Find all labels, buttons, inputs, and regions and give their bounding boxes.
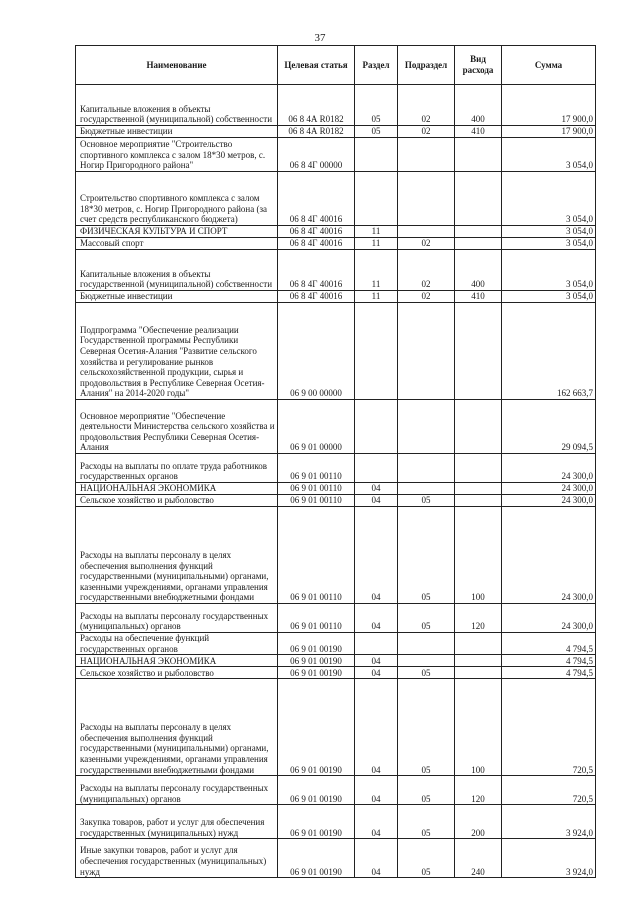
cell-sum: 29 094,5 (502, 400, 596, 454)
cell-subsection: 02 (398, 126, 455, 138)
cell-section: 11 (355, 238, 398, 250)
cell-name: Бюджетные инвестиции (76, 291, 278, 303)
cell-section (355, 633, 398, 655)
cell-sum: 24 300,0 (502, 483, 596, 495)
cell-subsection (398, 483, 455, 495)
cell-sum: 162 663,7 (502, 303, 596, 400)
cell-code: 06 9 01 00110 (278, 454, 355, 483)
cell-subsection: 05 (398, 604, 455, 633)
cell-sum: 720,5 (502, 776, 596, 805)
cell-section (355, 303, 398, 400)
cell-code: 06 8 4Г 40016 (278, 291, 355, 303)
cell-name: Закупка товаров, работ и услуг для обеспечения государственных (муниципальных) нужд (76, 805, 278, 839)
cell-kind: 120 (455, 776, 502, 805)
cell-section (355, 454, 398, 483)
cell-code: 06 8 4Г 40016 (278, 172, 355, 226)
cell-sum: 3 054,0 (502, 172, 596, 226)
cell-code: 06 8 4Г 40016 (278, 238, 355, 250)
cell-name: ФИЗИЧЕСКАЯ КУЛЬТУРА И СПОРТ (76, 226, 278, 238)
cell-subsection: 05 (398, 495, 455, 507)
cell-section (355, 400, 398, 454)
cell-kind: 400 (455, 85, 502, 126)
cell-kind: 120 (455, 604, 502, 633)
cell-name: Капитальные вложения в объекты государственной (муниципальной) собственности (76, 250, 278, 291)
cell-sum: 3 054,0 (502, 238, 596, 250)
cell-section: 04 (355, 776, 398, 805)
cell-name: Капитальные вложения в объекты государственной (муниципальной) собственности (76, 85, 278, 126)
cell-name: Основное мероприятие "Строительство спортивного комплекса с залом 18*30 метров, с. Ногир Пригородного района" (76, 138, 278, 172)
cell-code: 06 9 00 00000 (278, 303, 355, 400)
cell-sum: 3 054,0 (502, 250, 596, 291)
cell-section (355, 138, 398, 172)
cell-code: 06 9 01 00190 (278, 805, 355, 839)
cell-kind (455, 454, 502, 483)
cell-code: 06 9 01 00110 (278, 495, 355, 507)
table-row (76, 226, 596, 238)
cell-name: Сельское хозяйство и рыболовство (76, 667, 278, 679)
table-row (76, 805, 596, 839)
cell-section: 04 (355, 667, 398, 679)
cell-code: 06 8 4Г 00000 (278, 138, 355, 172)
cell-subsection: 02 (398, 238, 455, 250)
cell-section: 04 (355, 483, 398, 495)
cell-kind: 240 (455, 839, 502, 878)
cell-section: 04 (355, 655, 398, 667)
cell-kind: 410 (455, 126, 502, 138)
cell-code: 06 9 01 00000 (278, 400, 355, 454)
cell-code: 06 9 01 00190 (278, 679, 355, 776)
cell-sum: 3 054,0 (502, 138, 596, 172)
table-row (76, 250, 596, 291)
cell-code: 06 9 01 00110 (278, 483, 355, 495)
cell-subsection: 05 (398, 667, 455, 679)
table-row (76, 291, 596, 303)
cell-section: 04 (355, 839, 398, 878)
header-sum: Сумма (502, 46, 596, 85)
cell-name: Расходы на обеспечение функций государственных органов (76, 633, 278, 655)
table-row (76, 172, 596, 226)
cell-name: Массовый спорт (76, 238, 278, 250)
table-row (76, 604, 596, 633)
cell-name: НАЦИОНАЛЬНАЯ ЭКОНОМИКА (76, 655, 278, 667)
cell-subsection (398, 138, 455, 172)
cell-code: 06 9 01 00110 (278, 604, 355, 633)
table-row (76, 303, 596, 400)
cell-subsection: 02 (398, 85, 455, 126)
cell-name: Расходы на выплаты персоналу в целях обеспечения выполнения функций государственными (муниципальными) органами, казенными учреждениями, органами управления государственными внебюджетными фондами (76, 507, 278, 604)
cell-kind: 100 (455, 679, 502, 776)
cell-subsection (398, 454, 455, 483)
table-row (76, 507, 596, 604)
cell-kind: 100 (455, 507, 502, 604)
cell-kind: 200 (455, 805, 502, 839)
cell-sum: 4 794,5 (502, 655, 596, 667)
table-row (76, 667, 596, 679)
cell-section: 04 (355, 604, 398, 633)
cell-code: 06 8 4А R0182 (278, 85, 355, 126)
cell-subsection: 02 (398, 250, 455, 291)
table-row (76, 633, 596, 655)
cell-kind (455, 633, 502, 655)
cell-kind (455, 655, 502, 667)
cell-subsection: 05 (398, 679, 455, 776)
cell-sum: 17 900,0 (502, 126, 596, 138)
cell-subsection: 05 (398, 776, 455, 805)
header-subsection: Подраздел (398, 46, 455, 85)
cell-section: 04 (355, 679, 398, 776)
cell-name: Расходы на выплаты персоналу государственных (муниципальных) органов (76, 776, 278, 805)
table-row (76, 85, 596, 126)
cell-kind (455, 667, 502, 679)
cell-name: Бюджетные инвестиции (76, 126, 278, 138)
cell-sum: 3 054,0 (502, 291, 596, 303)
cell-section: 11 (355, 291, 398, 303)
cell-subsection (398, 303, 455, 400)
cell-subsection (398, 226, 455, 238)
table-row (76, 454, 596, 483)
cell-code: 06 9 01 00190 (278, 655, 355, 667)
cell-code: 06 8 4А R0182 (278, 126, 355, 138)
header-code: Целевая статья (278, 46, 355, 85)
table-row (76, 839, 596, 878)
cell-name: НАЦИОНАЛЬНАЯ ЭКОНОМИКА (76, 483, 278, 495)
cell-sum: 3 054,0 (502, 226, 596, 238)
cell-section (355, 172, 398, 226)
cell-kind (455, 172, 502, 226)
cell-subsection: 02 (398, 291, 455, 303)
cell-section: 05 (355, 126, 398, 138)
cell-kind (455, 483, 502, 495)
cell-subsection: 05 (398, 805, 455, 839)
page-number: 37 (314, 32, 326, 44)
cell-code: 06 9 01 00110 (278, 507, 355, 604)
table-row (76, 238, 596, 250)
cell-name: Расходы на выплаты персоналу государственных (муниципальных) органов (76, 604, 278, 633)
cell-sum: 24 300,0 (502, 507, 596, 604)
cell-code: 06 8 4Г 40016 (278, 250, 355, 291)
cell-section: 04 (355, 495, 398, 507)
cell-sum: 4 794,5 (502, 667, 596, 679)
cell-kind: 400 (455, 250, 502, 291)
table-row (76, 495, 596, 507)
cell-kind (455, 226, 502, 238)
table-body (76, 85, 596, 878)
budget-table (75, 45, 596, 878)
cell-name: Расходы на выплаты по оплате труда работников государственных органов (76, 454, 278, 483)
cell-section: 05 (355, 85, 398, 126)
cell-sum: 720,5 (502, 679, 596, 776)
cell-subsection (398, 655, 455, 667)
table-row (76, 483, 596, 495)
cell-section: 04 (355, 805, 398, 839)
cell-sum: 24 300,0 (502, 495, 596, 507)
cell-subsection: 05 (398, 507, 455, 604)
cell-code: 06 9 01 00190 (278, 776, 355, 805)
table-row (76, 126, 596, 138)
cell-code: 06 8 4Г 40016 (278, 226, 355, 238)
cell-sum: 17 900,0 (502, 85, 596, 126)
table-row (76, 655, 596, 667)
cell-kind (455, 138, 502, 172)
cell-sum: 24 300,0 (502, 454, 596, 483)
table-row (76, 679, 596, 776)
cell-name: Расходы на выплаты персоналу в целях обеспечения выполнения функций государственными (муниципальными) органами, казенными учреждениями, органами управления государственными внебюджетными фондами (76, 679, 278, 776)
cell-sum: 4 794,5 (502, 633, 596, 655)
cell-subsection (398, 633, 455, 655)
header-section: Раздел (355, 46, 398, 85)
cell-name: Сельское хозяйство и рыболовство (76, 495, 278, 507)
cell-name: Подпрограмма "Обеспечение реализации Государственной программы Республики Северная Осетия-Алания "Развитие сельского хозяйства и регулирование рынков сельскохозяйственной продукции, сырья и продовольствия в Республике Северная Осетия-Алания" на 2014-2020 годы" (76, 303, 278, 400)
table-row (76, 776, 596, 805)
cell-section: 04 (355, 507, 398, 604)
table-row (76, 138, 596, 172)
cell-name: Основное мероприятие "Обеспечение деятельности Министерства сельского хозяйства и продовольствия Республики Северная Осетия-Алания (76, 400, 278, 454)
header-kind: Вид расхода (455, 46, 502, 85)
cell-kind (455, 238, 502, 250)
cell-sum: 3 924,0 (502, 805, 596, 839)
header-name: Наименование (76, 46, 278, 85)
cell-section: 11 (355, 250, 398, 291)
cell-subsection: 05 (398, 839, 455, 878)
cell-kind: 410 (455, 291, 502, 303)
cell-subsection (398, 172, 455, 226)
cell-code: 06 9 01 00190 (278, 839, 355, 878)
cell-name: Строительство спортивного комплекса с залом 18*30 метров, с. Ногир Пригородного района (за счет средств республиканского бюджета) (76, 172, 278, 226)
cell-code: 06 9 01 00190 (278, 667, 355, 679)
cell-kind (455, 303, 502, 400)
cell-code: 06 9 01 00190 (278, 633, 355, 655)
cell-sum: 24 300,0 (502, 604, 596, 633)
cell-kind (455, 400, 502, 454)
table-row (76, 400, 596, 454)
cell-subsection (398, 400, 455, 454)
cell-sum: 3 924,0 (502, 839, 596, 878)
cell-name: Иные закупки товаров, работ и услуг для обеспечения государственных (муниципальных) нужд (76, 839, 278, 878)
cell-kind (455, 495, 502, 507)
cell-section: 11 (355, 226, 398, 238)
table-header-row (76, 46, 596, 85)
